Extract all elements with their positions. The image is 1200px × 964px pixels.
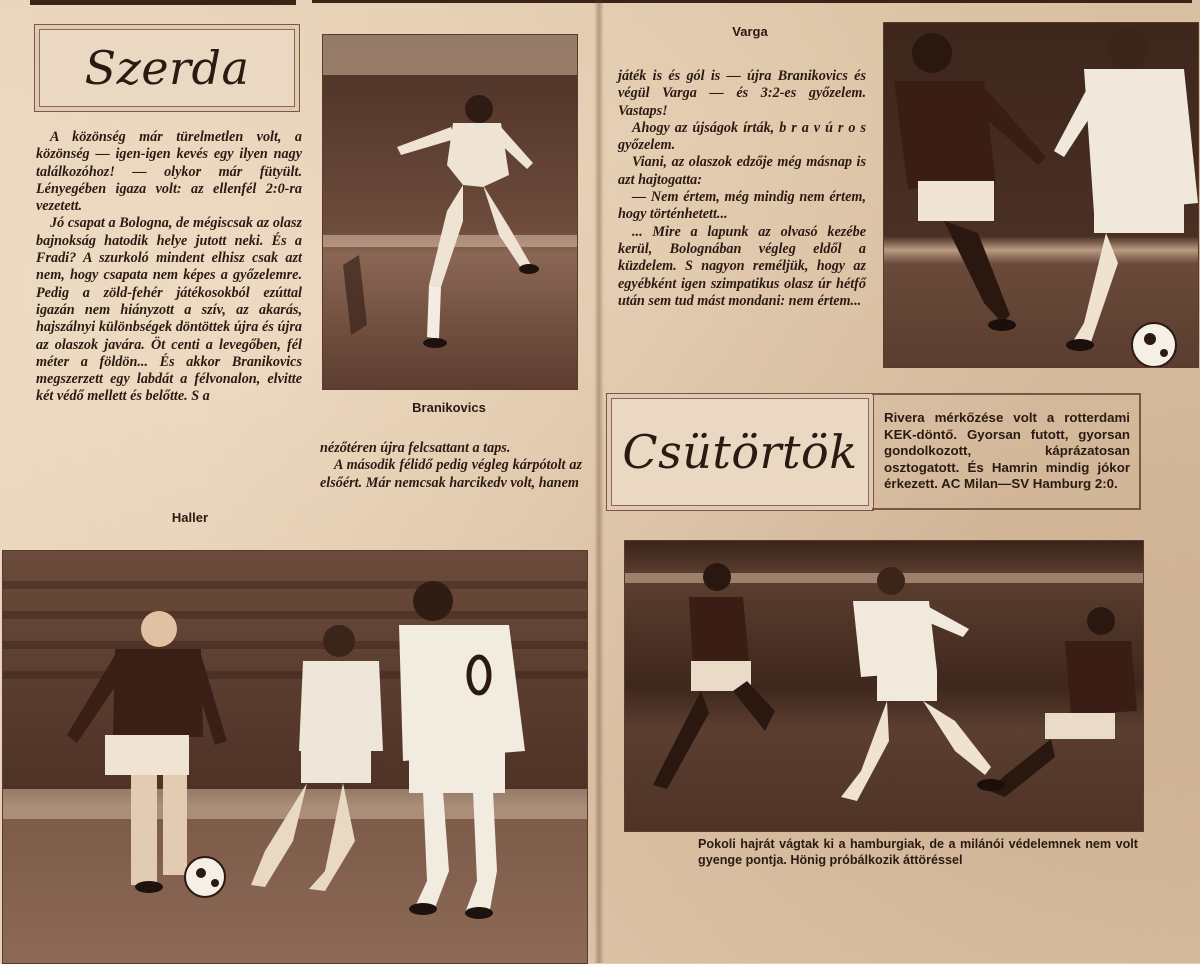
szerda-right-paragraph-4: — Nem értem, még mindig nem értem, hogy történhetett... [618, 189, 866, 223]
szerda-right-paragraph-2: Ahogy az újságok írták, b r a v ú r o s győzelem. [618, 119, 866, 154]
haller-photo [2, 550, 588, 964]
csutortok-box-rule-bottom [872, 508, 1140, 510]
hamburg-milan-photo [624, 540, 1144, 832]
top-rule-left [30, 0, 296, 5]
szerda-right-paragraph-1: játék is és gól is — újra Branikovics és végül Varga — és 3:2-es győzelem. Vastaps! [618, 68, 866, 119]
haller-caption: Haller [171, 510, 209, 525]
page-fold [594, 0, 604, 963]
csutortok-box-rule-right [1139, 393, 1141, 510]
branikovics-photo [322, 34, 578, 390]
szerda-right-column [618, 68, 866, 310]
csutortok-box-rule-top [872, 393, 1140, 395]
csutortok-title: Csütörtök [622, 425, 858, 479]
csutortok-intro: Rivera mérkőzése volt a rotterdami KEK-döntő. Gyorsan futott, gyorsan gondolkozott, káprázatosan osztogatott. És Hamrin mindig jókor érkezett. AC Milan—SV Hamburg 2:0. [884, 410, 1130, 491]
szerda-left-column [36, 129, 302, 406]
csutortok-title-box [606, 393, 874, 511]
varga-photo [883, 22, 1199, 368]
szerda-title-box [34, 24, 300, 112]
szerda-middle-column [320, 440, 582, 492]
branikovics-caption: Branikovics [412, 400, 486, 415]
szerda-title: Szerda [84, 41, 250, 95]
szerda-paragraph-1: A közönség már türelmetlen volt, a közönség — igen-igen kevés egy ilyen nagy találkozóhoz! — olykor már fütyült. Lényegében igaza volt: az ellenfél 2:0-ra vezetett. [36, 129, 302, 215]
szerda-right-paragraph-5: ... Mire a lapunk az olvasó kezébe kerül, Bolognában végleg eldől a küzdelem. S nagyon reméljük, hogy az egyébként igen szimpatikus olasz úr hétfő után sem tud mást mondani: nem értem... [618, 223, 866, 309]
szerda-middle-paragraph-1: nézőtéren újra felcsattant a taps. [320, 440, 511, 456]
szerda-middle-paragraph-2: A második félidő pedig végleg kárpótolt az elsőért. Már nemcsak harcikedv volt, hanem [320, 457, 582, 491]
szerda-right-paragraph-3: Viani, az olaszok edzője még másnap is azt hajtogatta: [618, 154, 866, 188]
varga-caption: Varga [732, 24, 768, 39]
szerda-paragraph-2: Jó csapat a Bologna, de mégiscsak az olasz bajnokság hatodik helye jutott neki. És a Fradi? A szurkoló mindent elhisz csak azt nem, hogy csapata nem képes a győzelemre. Pedig a zöld-fehér játékosokból ezúttal igazán nem hiányzott a szív, az akarás, hajszálnyi különbségek döntöttek újra és újra az olaszok javára. Öt centi a levegőben, fél méter a földön... És akkor Branikovics megszerzett egy labdát a félvonalon, elvitte két védő mellett és belőtte. S a [36, 215, 302, 405]
top-rule-right [312, 0, 1192, 3]
csutortok-photo-caption: Pokoli hajrát vágtak ki a hamburgiak, de a milánói védelemnek nem volt gyenge pontja. Hönig próbálkozik áttöréssel [698, 837, 1138, 867]
